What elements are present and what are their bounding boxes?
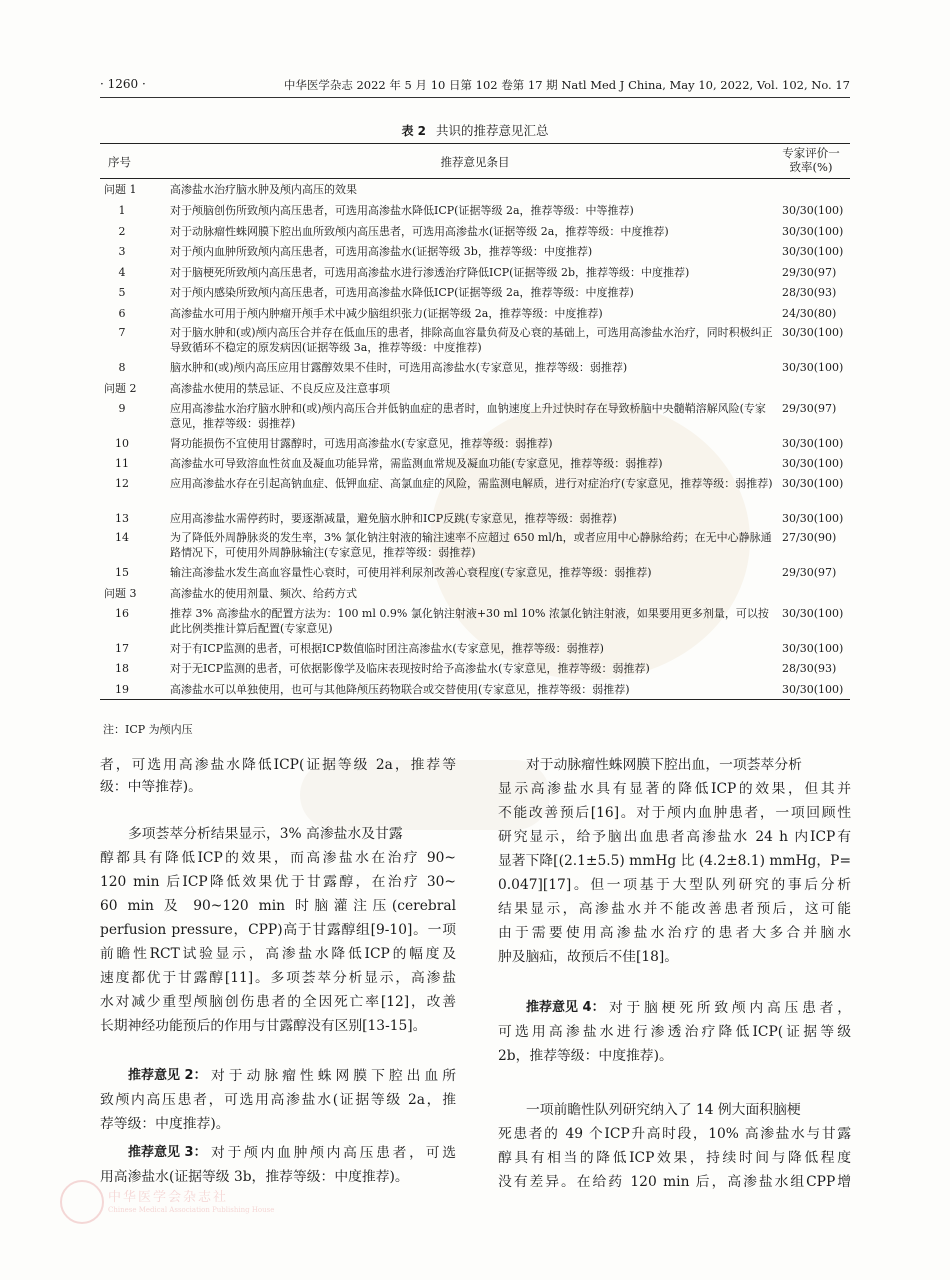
- text-line: 级：中等推荐)。: [100, 779, 202, 795]
- recommendation-label: 推荐意见 4：: [526, 1000, 605, 1015]
- table-label: 表 2: [401, 124, 426, 138]
- row-number: 13: [115, 511, 129, 525]
- row-text: 对于无ICP监测的患者，可依据影像学及临床表现按时给予高渗盐水(专家意见，推荐等级：弱推荐): [170, 662, 650, 675]
- table-row: [100, 453, 850, 474]
- table-row: [100, 262, 850, 283]
- text-line: 致颅内高压患者，可选用高渗盐水(证据等级 2a，推: [100, 1092, 456, 1108]
- row-text: 对于有ICP监测的患者，可根据ICP数值临时团注高渗盐水(专家意见，推荐等级：弱推荐): [170, 641, 604, 655]
- row-number: 1: [118, 204, 126, 217]
- text-line: 对于颅内血肿颅内高压患者，可选: [211, 1145, 456, 1161]
- row-number: 19: [115, 682, 129, 696]
- row-text: 高渗盐水治疗脑水肿及颅内高压的效果: [170, 183, 357, 196]
- table-row: [100, 323, 850, 357]
- row-text: 对于颅内感染所致颅内高压患者，可选用高渗盐水降低ICP(证据等级 2a，推荐等级：中度推荐): [170, 286, 634, 299]
- row-number: 14: [115, 531, 129, 544]
- table-row: [100, 399, 850, 433]
- table-row: [100, 562, 850, 583]
- publisher-seal-icon: [60, 1180, 104, 1224]
- table-row: [100, 528, 850, 562]
- publisher-name: 中华医学会杂志社: [108, 1190, 229, 1205]
- row-number: 问题 3: [104, 586, 137, 600]
- row-agreement: 30/30(100): [782, 476, 844, 490]
- text-line: 60 min 及 90~120 min 时脑灌注压(cerebral: [100, 898, 456, 914]
- row-number: 8: [118, 361, 126, 374]
- text-line: 120 min 后ICP降低效果优于甘露醇，在治疗 30~: [100, 874, 456, 890]
- text-line: 死患者的 49 个ICP升高时段，10% 高渗盐水与甘露: [498, 1126, 851, 1142]
- table-row: [100, 378, 850, 399]
- text-line: 对于动脉瘤性蛛网膜下腔出血，一项荟萃分析: [526, 757, 802, 773]
- recommendation-table: [100, 143, 850, 700]
- row-number: 11: [115, 457, 129, 470]
- text-line: 不能改善预后[16]。对于颅内血肿患者，一项回顾性: [498, 805, 851, 821]
- row-agreement: 30/30(100): [782, 436, 844, 450]
- row-number: 4: [118, 265, 126, 279]
- row-number: 5: [118, 286, 126, 299]
- text-line: 用高渗盐水(证据等级 3b，推荐等级：中度推荐)。: [100, 1169, 409, 1185]
- table-note: 注：ICP 为颅内压: [103, 723, 193, 736]
- row-text: 应用高渗盐水需停药时，要逐渐减量，避免脑水肿和ICP反跳(专家意见，推荐等级：弱推荐): [170, 511, 617, 525]
- text-line: 显示高渗盐水具有显著的降低ICP的效果，但其并: [498, 781, 851, 797]
- text-line: 对于脑梗死所致颅内高压患者，: [609, 1000, 851, 1016]
- col-header-agreement: 专家评价一 致率(%): [782, 146, 840, 174]
- row-number: 16: [115, 606, 129, 620]
- journal-citation: 中华医学杂志 2022 年 5 月 10 日第 102 卷第 17 期 Natl Med J China, May 10, 2022, Vol. 102, No. 17: [283, 78, 850, 92]
- row-text: 高渗盐水使用的禁忌证、不良反应及注意事项: [170, 381, 390, 395]
- publisher-name-en: Chinese Medical Association Publishing House: [108, 1206, 275, 1214]
- table-row: [100, 638, 850, 659]
- table-row: [100, 357, 850, 378]
- text-line: 速度都优于甘露醇[11]。多项荟萃分析显示，高渗盐: [100, 970, 456, 986]
- row-text: 高渗盐水的使用剂量、频次、给药方式: [170, 586, 357, 600]
- table-row: [100, 508, 850, 529]
- row-agreement: 29/30(97): [782, 566, 837, 579]
- text-line: 没有差异。在给药 120 min 后，高渗盐水组CPP增: [498, 1174, 851, 1190]
- row-number: 10: [115, 436, 129, 450]
- row-number: 18: [115, 662, 129, 675]
- row-text: 为了降低外周静脉炎的发生率，3% 氯化钠注射液的输注速率不应超过 650 ml/h，或者应用中心静脉给药；在无中心静脉通路情况下，可使用外周静脉输注(专家意见，推荐等级：弱推荐): [170, 531, 772, 559]
- recommendation-label: 推荐意见 3：: [128, 1145, 207, 1160]
- row-number: 2: [118, 224, 126, 238]
- table-row: [100, 200, 850, 221]
- table-row: [100, 282, 850, 303]
- row-number: 12: [115, 476, 129, 490]
- row-agreement: 30/30(100): [782, 245, 844, 258]
- text-line: 醇都具有降低ICP的效果，而高渗盐水在治疗 90~: [100, 850, 456, 866]
- row-number: 问题 1: [104, 183, 137, 196]
- table-row: [100, 658, 850, 679]
- table-row: [100, 241, 850, 262]
- table-row: [100, 179, 850, 200]
- row-agreement: 30/30(100): [782, 224, 844, 238]
- text-line: 由于需要使用高渗盐水治疗的患者大多合并脑水: [498, 925, 851, 941]
- table-body: [100, 179, 850, 699]
- row-number: 17: [115, 641, 129, 655]
- row-text: 肾功能损伤不宜使用甘露醇时，可选用高渗盐水(专家意见，推荐等级：弱推荐): [170, 436, 553, 450]
- text-line: 水对减少重型颅脑创伤患者的全因死亡率[12]，改善: [100, 994, 456, 1010]
- table-row: [100, 604, 850, 638]
- text-line: perfusion pressure，CPP)高于甘露醇组[9-10]。一项: [100, 922, 456, 938]
- row-number: 9: [118, 401, 126, 415]
- row-number: 15: [115, 566, 129, 579]
- row-agreement: 29/30(97): [782, 401, 837, 415]
- recommendation-label: 推荐意见 2：: [128, 1068, 207, 1083]
- row-agreement: 30/30(100): [782, 361, 844, 374]
- row-text: 对于动脉瘤性蛛网膜下腔出血所致颅内高压患者，可选用高渗盐水(证据等级 2a，推荐等级：中度推荐): [170, 224, 669, 238]
- row-agreement: 30/30(100): [782, 204, 844, 217]
- text-line: 荐等级：中度推荐)。: [100, 1116, 230, 1132]
- row-text: 高渗盐水可导致溶血性贫血及凝血功能异常，需监测血常规及凝血功能(专家意见，推荐等级：弱推荐): [170, 457, 663, 470]
- row-agreement: 30/30(100): [782, 457, 844, 470]
- row-text: 对于脑水肿和(或)颅内高压合并存在低血压的患者，排除高血容量负荷及心衰的基础上，可选用高渗盐水治疗，同时积极纠正导致循环不稳定的原发病因(证据等级 3a，推荐等级：中度推荐): [170, 326, 773, 354]
- row-agreement: 28/30(93): [782, 662, 837, 675]
- row-agreement: 29/30(97): [782, 265, 837, 279]
- header-rule: [100, 97, 850, 98]
- row-number: 问题 2: [104, 381, 137, 395]
- row-text: 高渗盐水可用于颅内肿瘤开颅手术中减少脑组织张力(证据等级 2a，推荐等级：中度推荐): [170, 306, 603, 320]
- text-line: 0.047][17]。但一项基于大型队列研究的事后分析: [498, 877, 851, 893]
- text-line: 多项荟萃分析结果显示，3% 高渗盐水及甘露: [128, 826, 403, 842]
- table-row: [100, 303, 850, 324]
- row-text: 对于颅脑创伤所致颅内高压患者，可选用高渗盐水降低ICP(证据等级 2a，推荐等级：中等推荐): [170, 204, 634, 217]
- text-line: 可选用高渗盐水进行渗透治疗降低ICP(证据等级: [498, 1024, 851, 1040]
- table-row: [100, 221, 850, 242]
- text-line: 长期神经功能预后的作用与甘露醇没有区别[13-15]。: [100, 1018, 427, 1034]
- text-line: 显著下降[(2.1±5.5) mmHg 比 (4.2±8.1) mmHg，P=: [498, 853, 852, 869]
- row-number: 7: [118, 326, 126, 339]
- row-text: 对于颅内血肿所致颅内高压患者，可选用高渗盐水(证据等级 3b，推荐等级：中度推荐): [170, 245, 593, 258]
- row-number: 3: [118, 245, 126, 258]
- row-text: 推荐 3% 高渗盐水的配置方法为：100 ml 0.9% 氯化钠注射液+30 ml 10% 浓氯化钠注射液，如果要用更多剂量，可以按此比例类推计算后配置(专家意见): [170, 606, 769, 635]
- text-line: 醇具有相当的降低ICP效果，持续时间与降低程度: [498, 1150, 851, 1166]
- row-text: 输注高渗盐水发生高血容量性心衰时，可使用袢利尿剂改善心衰程度(专家意见，推荐等级：弱推荐): [170, 566, 652, 579]
- text-line: 对于动脉瘤性蛛网膜下腔出血所: [211, 1068, 456, 1084]
- table-bottom-rule: [100, 699, 850, 700]
- row-text: 对于脑梗死所致颅内高压患者，可选用高渗盐水进行渗透治疗降低ICP(证据等级 2b，推荐等级：中度推荐): [170, 265, 690, 279]
- row-agreement: 27/30(90): [782, 531, 837, 544]
- text-line: 者，可选用高渗盐水降低ICP(证据等级 2a，推荐等: [100, 757, 456, 773]
- table-row: [100, 474, 850, 508]
- table-row: [100, 583, 850, 604]
- table-title: 共识的推荐意见汇总: [436, 123, 549, 138]
- row-text: 脑水肿和(或)颅内高压应用甘露醇效果不佳时，可选用高渗盐水(专家意见，推荐等级：弱推荐): [170, 361, 628, 374]
- page-number: · 1260 ·: [100, 77, 146, 91]
- table-row: [100, 679, 850, 700]
- row-number: 6: [118, 306, 126, 320]
- publisher-logo: [60, 1180, 420, 1230]
- text-line: 结果显示，高渗盐水并不能改善患者预后，这可能: [498, 901, 851, 917]
- text-line: 前瞻性RCT试验显示，高渗盐水降低ICP的幅度及: [100, 946, 456, 962]
- text-line: 研究显示，给予脑出血患者高渗盐水 24 h 内ICP有: [498, 829, 851, 845]
- col-header-item: 推荐意见条目: [440, 155, 510, 169]
- row-text: 应用高渗盐水存在引起高钠血症、低钾血症、高氯血症的风险，需监测电解质，进行对症治疗(专家意见，推荐等级：弱推荐): [170, 476, 773, 490]
- row-agreement: 28/30(93): [782, 286, 837, 299]
- table-caption: [0, 121, 950, 139]
- table-header: [100, 144, 850, 178]
- row-text: 应用高渗盐水治疗脑水肿和(或)颅内高压合并低钠血症的患者时，血钠速度上升过快时存在导致桥脑中央髓鞘溶解风险(专家意见，推荐等级：弱推荐): [170, 401, 766, 430]
- text-line: 肿及脑疝，故预后不佳[18]。: [498, 949, 679, 965]
- row-agreement: 30/30(100): [782, 606, 844, 620]
- row-agreement: 30/30(100): [782, 326, 844, 339]
- text-line: 2b，推荐等级：中度推荐)。: [498, 1048, 673, 1064]
- row-agreement: 24/30(80): [782, 306, 837, 320]
- table-row: [100, 433, 850, 454]
- text-line: 一项前瞻性队列研究纳入了 14 例大面积脑梗: [526, 1102, 801, 1118]
- row-agreement: 30/30(100): [782, 682, 844, 696]
- row-text: 高渗盐水可以单独使用，也可与其他降颅压药物联合或交替使用(专家意见，推荐等级：弱推荐): [170, 682, 630, 696]
- row-agreement: 30/30(100): [782, 641, 844, 655]
- running-header: [100, 75, 850, 95]
- col-header-no: 序号: [108, 155, 131, 169]
- row-agreement: 30/30(100): [782, 511, 844, 525]
